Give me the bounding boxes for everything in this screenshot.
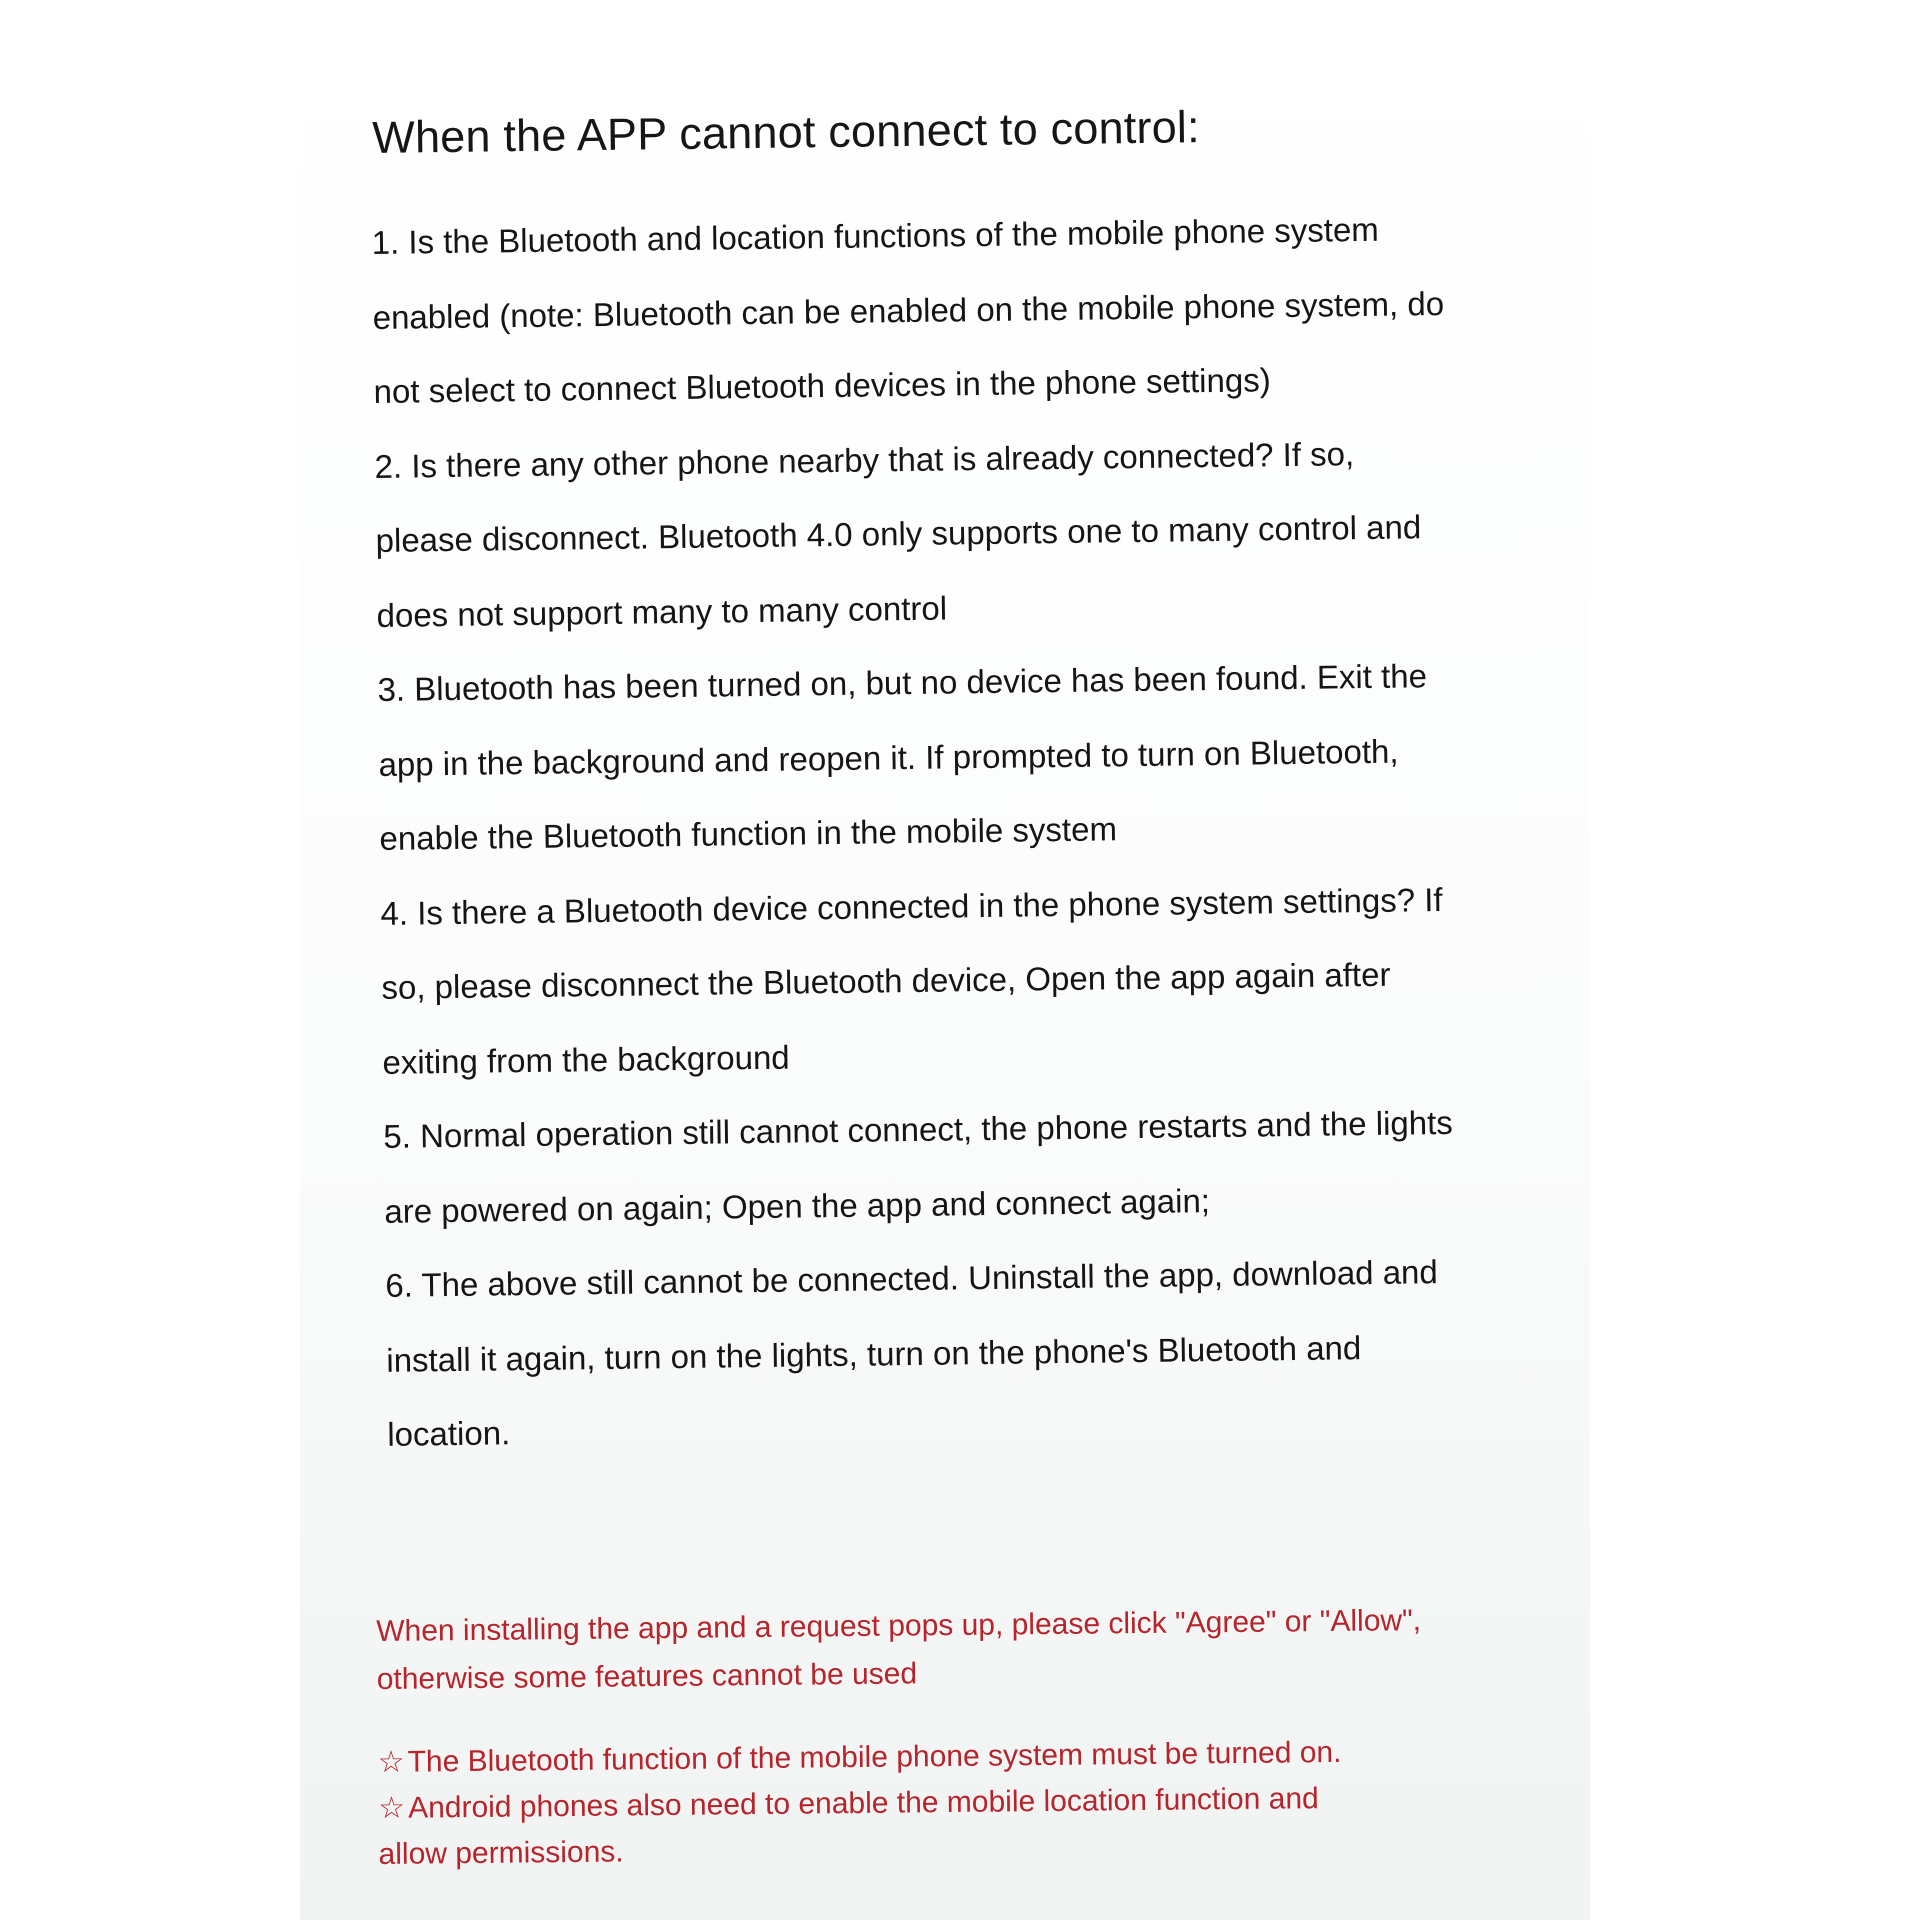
requirement-text: The Bluetooth function of the mobile phone system must be turned on. xyxy=(407,1735,1342,1779)
text-line: 3. Bluetooth has been turned on, but no device has been found. Exit the xyxy=(377,657,1428,708)
star-icon: ☆ xyxy=(377,1791,406,1825)
text-line: not select to connect Bluetooth devices in the phone settings) xyxy=(373,361,1271,410)
text-line: 2. Is there any other phone nearby that is already connected? If so, xyxy=(374,434,1355,485)
text-line: location. xyxy=(387,1414,511,1453)
text-line: enable the Bluetooth function in the mobile system xyxy=(379,810,1118,857)
notice-intro xyxy=(376,1596,1477,1704)
troubleshooting-section xyxy=(370,97,1548,1473)
text-line: enabled (note: Bluetooth can be enabled on the mobile phone system, do xyxy=(372,284,1445,336)
requirement-continuation: allow permissions. xyxy=(378,1835,624,1871)
text-line: 6. The above still cannot be connected. Uninstall the app, download and xyxy=(385,1253,1438,1304)
requirements-list xyxy=(377,1728,1478,1878)
permission-notice xyxy=(376,1596,1479,1878)
text-line: does not support many to many control xyxy=(376,588,948,634)
notice-line: otherwise some features cannot be used xyxy=(376,1657,918,1696)
star-icon: ☆ xyxy=(377,1745,405,1779)
text-line: 1. Is the Bluetooth and location functions of the mobile phone system xyxy=(371,210,1380,261)
text-line: so, please disconnect the Bluetooth device, Open the app again after xyxy=(381,955,1391,1006)
text-line: 4. Is there a Bluetooth device connected in the phone system settings? If xyxy=(380,880,1443,932)
text-line: install it again, turn on the lights, turn on the phone's Bluetooth and xyxy=(386,1328,1362,1379)
requirement-text: Android phones also need to enable the mobile location function and xyxy=(407,1782,1319,1825)
page-title: When the APP cannot connect to control: xyxy=(371,101,1201,163)
text-line: 5. Normal operation still cannot connect, the phone restarts and the lights xyxy=(383,1103,1454,1155)
text-line: exiting from the background xyxy=(382,1038,790,1081)
troubleshooting-steps xyxy=(371,191,1547,1473)
notice-line: When installing the app and a request pops up, please click "Agree" or "Allow", xyxy=(376,1604,1422,1648)
text-line: are powered on again; Open the app and connect again; xyxy=(384,1181,1211,1230)
text-line: app in the background and reopen it. If prompted to turn on Bluetooth, xyxy=(378,732,1399,783)
text-line: please disconnect. Bluetooth 4.0 only supports one to many control and xyxy=(375,508,1422,559)
